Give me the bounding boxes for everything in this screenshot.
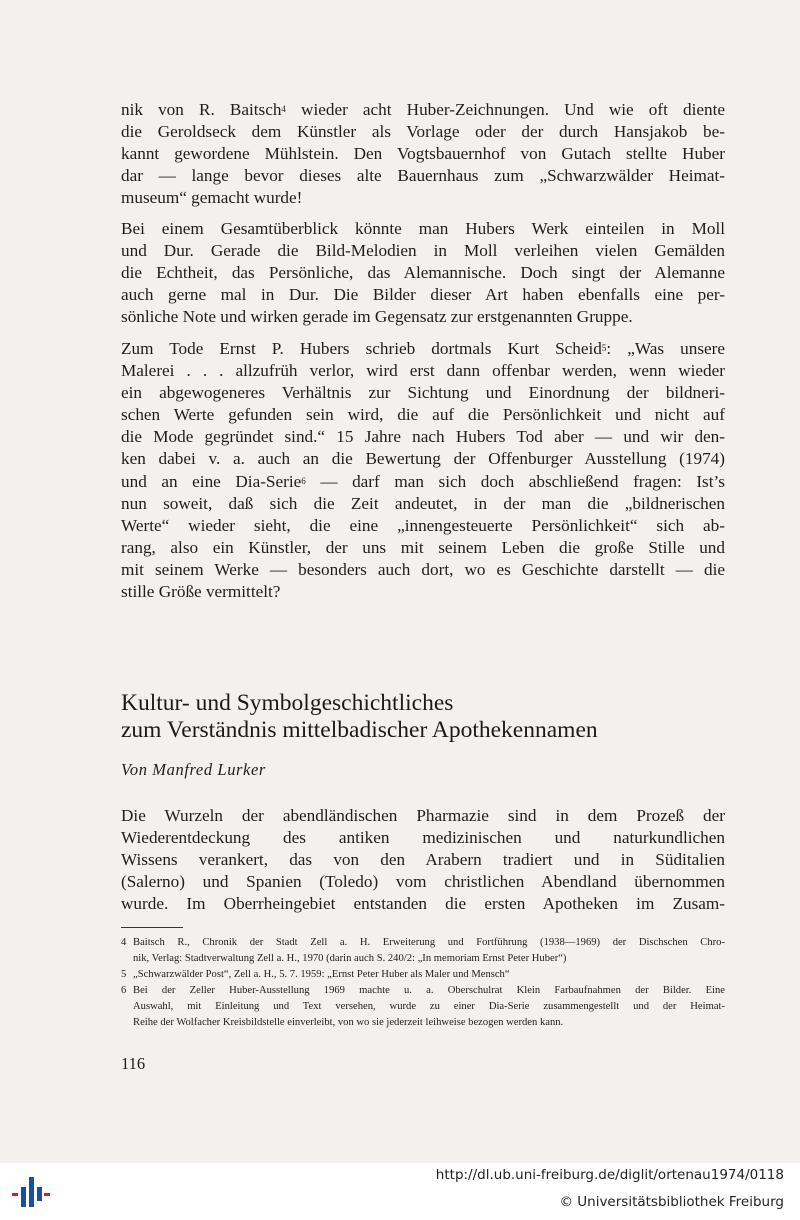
title-line: Kultur- und Symbolgeschichtliches xyxy=(121,690,454,716)
text-line: Werte“ wieder sieht, die eine „innengesteuerte Persönlichkeit“ sich ab- xyxy=(121,515,725,535)
footnote-ref-6: 6 xyxy=(301,475,306,486)
title-line: zum Verständnis mittelbadischer Apothekennamen xyxy=(121,717,598,743)
text-line: und an eine Dia-Serie$^6$ — darf man sich doch abschließend fragen: Ist’s xyxy=(121,471,725,491)
footnote-6 xyxy=(121,983,725,1031)
text-line: die Echtheit, das Persönliche, das Alemannische. Doch singt der Alemanne xyxy=(121,263,725,283)
page-number: 116 xyxy=(121,1054,146,1073)
footnote-ref-5: 5 xyxy=(601,343,607,353)
byline: Von Manfred Lurker xyxy=(121,760,266,779)
text-line: auch gerne mal in Dur. Die Bilder dieser Art haben ebenfalls eine per- xyxy=(121,285,725,305)
paragraph-3 xyxy=(121,338,725,603)
text-line: nun soweit, daß sich die Zeit andeutet, in der man die „bildnerischen xyxy=(121,493,725,513)
footnote-number: 5 xyxy=(121,969,127,981)
text-line: und Dur. Gerade die Bild-Melodien in Moll verleihen vielen Gemälden xyxy=(121,241,725,261)
permalink-url[interactable]: http://dl.ub.uni-freiburg.de/diglit/ortenau1974/0118 xyxy=(435,1167,784,1183)
text-line: Zum Tode Ernst P. Hubers schrieb dortmals Kurt Scheid$^5$: „Was unsere xyxy=(121,339,725,358)
text-line: nik von R. Baitsch$^4$ wieder acht Huber-Zeichnungen. Und wie oft diente xyxy=(121,100,725,119)
text-line: die Geroldseck dem Künstler als Vorlage oder der durch Hansjakob be- xyxy=(121,122,725,142)
text-line: museum“ gemacht wurde! xyxy=(121,188,303,208)
text-line: rang, also ein Künstler, der uns mit seinem Leben die große Stille und xyxy=(121,537,725,557)
footnote-ref-4: 4 xyxy=(281,104,286,114)
text-line: dar — lange bevor dieses alte Bauernhaus zum „Schwarzwälder Heimat- xyxy=(121,166,725,186)
footnote-line: nik, Verlag: Stadtverwaltung Zell a. H., 1970 (darin auch S. 240/2: „In memoriam Ernst Peter Huber“) xyxy=(133,953,567,965)
copyright-notice: © Universitätsbibliothek Freiburg xyxy=(559,1194,784,1210)
footnote-divider xyxy=(121,927,183,928)
text-line: sönliche Note und wirken gerade im Gegensatz zur erstgenannten Gruppe. xyxy=(121,307,633,327)
article-intro-paragraph xyxy=(121,805,725,915)
paragraph-1 xyxy=(121,99,725,209)
text-line: Wissens verankert, das von den Arabern tradiert und in Süditalien xyxy=(121,850,725,870)
text-line: kannt gewordene Mühlstein. Den Vogtsbauernhof von Gutach stellte Huber xyxy=(121,144,725,164)
text-line: Malerei . . . allzufrüh verlor, wird erst dann offenbar werden, wenn wieder xyxy=(121,361,725,381)
text-line: ken dabei v. a. auch an die Bewertung der Offenburger Ausstellung (1974) xyxy=(121,449,725,469)
footnote-5 xyxy=(121,967,725,983)
text-line: ein abgewogeneres Verhältnis zur Sichtung und Einordnung der bildneri- xyxy=(121,383,725,403)
text-line: schen Werte gefunden sein wird, die auf die Persönlichkeit und nicht auf xyxy=(121,405,725,425)
ub-freiburg-logo-icon[interactable] xyxy=(10,1173,52,1211)
text-line: Bei einem Gesamtüberblick könnte man Hubers Werk einteilen in Moll xyxy=(121,219,725,238)
text-line: (Salerno) und Spanien (Toledo) vom christlichen Abendland übernommen xyxy=(121,872,725,892)
text-line: Wiederentdeckung des antiken medizinischen und naturkundlichen xyxy=(121,828,725,848)
footnote-number: 4 xyxy=(121,937,127,948)
viewer-footer xyxy=(0,1163,800,1220)
text-line: stille Größe vermittelt? xyxy=(121,582,281,602)
footnote-line: Baitsch R., Chronik der Stadt Zell a. H. Erweiterung und Fortführung (1938—1969) der Dischschen Chro- xyxy=(133,937,725,948)
text-line: Die Wurzeln der abendländischen Pharmazie sind in dem Prozeß der xyxy=(121,806,725,825)
footnote-line: Reihe der Wolfacher Kreisbildstelle einverleibt, von wo sie jederzeit leihweise bezogen werden kann. xyxy=(133,1017,564,1029)
text-line: mit seinem Werke — besonders auch dort, wo es Geschichte darstellt — die xyxy=(121,559,725,579)
footnote-4 xyxy=(121,935,725,967)
footnote-number: 6 xyxy=(121,985,127,997)
footnotes xyxy=(121,935,725,1032)
text-line: die Mode gegründet sind.“ 15 Jahre nach Hubers Tod aber — und wir den- xyxy=(121,427,725,447)
footnote-line: Auswahl, mit Einleitung und Text versehen, wurde zu einer Dia-Serie zusammengestellt und der Heimat- xyxy=(133,1001,725,1013)
text-line: wurde. Im Oberrheingebiet entstanden die ersten Apotheken im Zusam- xyxy=(121,894,725,914)
paragraph-2 xyxy=(121,218,725,328)
footnote-line: Bei der Zeller Huber-Ausstellung 1969 machte u. a. Oberschulrat Klein Farbaufnahmen der Bilder. Eine xyxy=(133,985,725,997)
article-title xyxy=(121,690,598,744)
footnote-line: „Schwarzwälder Post“, Zell a. H., 5. 7. 1959: „Ernst Peter Huber als Maler und Mensch“ xyxy=(133,969,510,981)
